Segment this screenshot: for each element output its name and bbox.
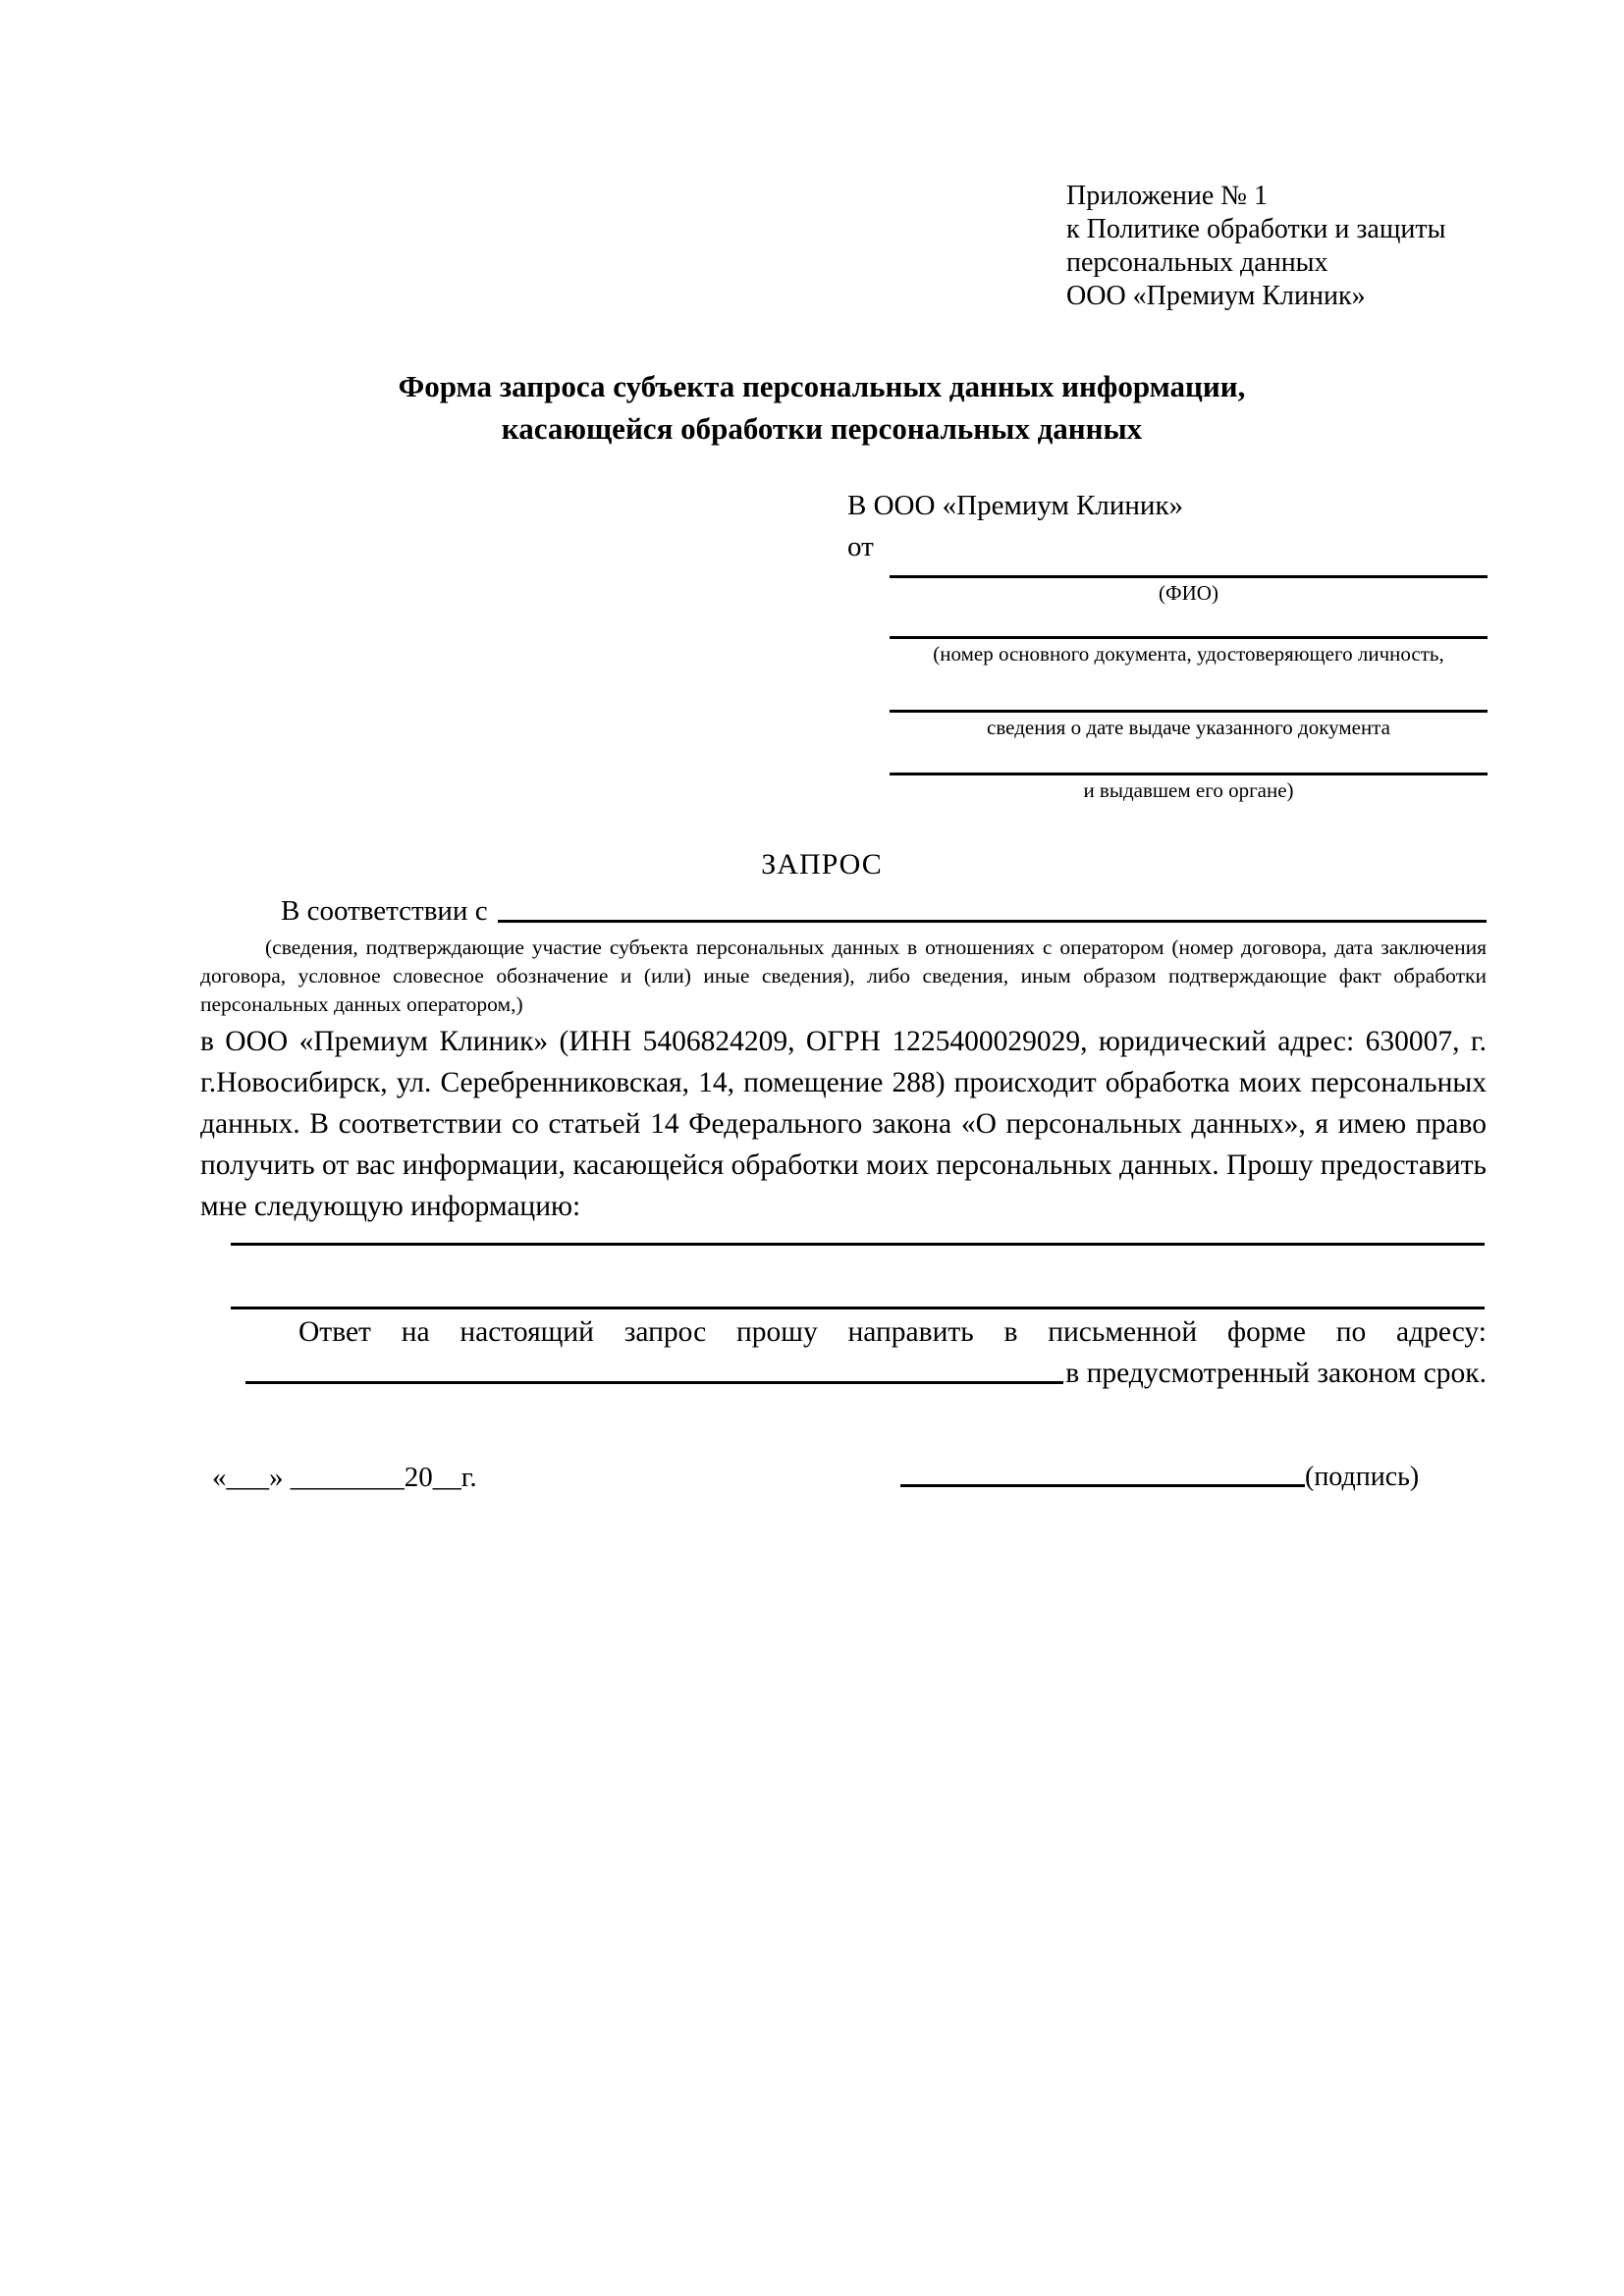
annex-line-4: ООО «Премиум Клиник» [1066, 281, 1366, 311]
doc-number-caption: (номер основного документа, удостоверяющего личность, [933, 642, 1444, 666]
fio-caption: (ФИО) [1159, 581, 1218, 605]
intro-line [200, 895, 1487, 928]
signature-caption: (подпись) [1305, 1462, 1420, 1492]
annex-line-1: Приложение № 1 [1066, 181, 1268, 211]
form-title-line-2: касающейся обработки персональных данных [501, 411, 1143, 446]
reply-sentence: Ответ на настоящий запрос прошу направить в письменной форме по адресу: [298, 1316, 1487, 1348]
date-line: «___» ________20__г. [212, 1462, 477, 1493]
request-heading: ЗАПРОС [761, 848, 883, 881]
annex-line-3: персональных данных [1066, 247, 1328, 278]
form-title-line-1: Форма запроса субъекта персональных данных информации, [398, 369, 1246, 403]
reply-fill-line [245, 1381, 1063, 1384]
doc-issue-date-field-line [890, 710, 1488, 739]
doc-issue-date-caption: сведения о дате выдаче указанного документа [987, 716, 1390, 739]
form-title [193, 365, 1450, 450]
intro-prefix: В соответствии с [281, 895, 488, 927]
reply-suffix: в предусмотренный законом срок. [1065, 1358, 1487, 1389]
annex-header [1066, 180, 1445, 313]
body-paragraph: в ООО «Премиум Клиник» (ИНН 5406824209, ОГРН 1225400029029, юридический адрес: 630007, г. г.Новосибирск, ул. Серебренниковская, 14, помещение 288) происходит обработка моих персональных данных. В соответствии со статьей 14 Федерального закона «О персональных данных», я имею право получить от вас информации, касающейся обработки моих персональных данных. Прошу предоставить мне следующую информацию: [200, 1026, 1487, 1222]
doc-issuer-caption: и выдавшем его органе) [1083, 778, 1294, 802]
intro-fill-line [498, 920, 1487, 923]
reply-address-line [200, 1358, 1487, 1390]
annex-line-2: к Политике обработки и защиты [1066, 214, 1446, 244]
addressee-from-label: от [847, 531, 874, 562]
addressee-to: В ООО «Премиум Клиник» [847, 490, 1184, 521]
blank-line-2 [231, 1307, 1485, 1309]
doc-number-field-line [890, 636, 1488, 666]
footnote-text: (сведения, подтверждающие участие субъекта персональных данных в отношениях с оператором (номер договора, дата заключения договора, условное словесное обозначение и (или) иные сведения), либо сведения, иным образом подтверждающие факт обработки персональных данных оператором,) [200, 935, 1487, 1016]
signature-block [900, 1462, 1419, 1493]
blank-line-1 [231, 1243, 1485, 1246]
doc-issuer-field-line [890, 773, 1488, 802]
signature-line [900, 1484, 1305, 1487]
fio-field-line [890, 575, 1488, 605]
